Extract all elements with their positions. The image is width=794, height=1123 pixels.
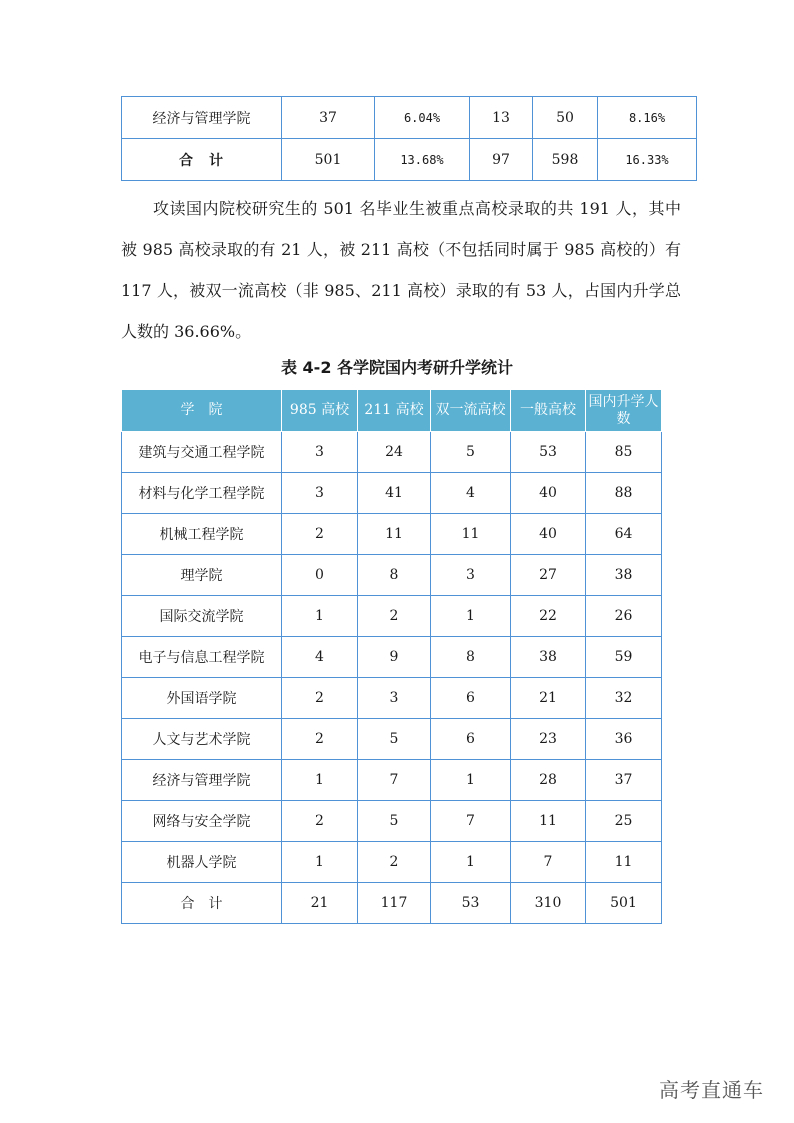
college-cell: 建筑与交通工程学院	[122, 432, 282, 473]
college-cell: 机械工程学院	[122, 514, 282, 555]
value-cell: 21	[511, 678, 586, 719]
value-cell: 1	[282, 760, 358, 801]
college-cell: 理学院	[122, 555, 282, 596]
value-cell: 8	[358, 555, 431, 596]
college-cell: 材料与化学工程学院	[122, 473, 282, 514]
value-cell: 2	[282, 514, 358, 555]
value-cell: 501	[586, 883, 662, 924]
table-row	[122, 514, 662, 555]
value-cell: 53	[511, 432, 586, 473]
value-cell: 40	[511, 473, 586, 514]
value-cell: 41	[358, 473, 431, 514]
table-row	[122, 432, 662, 473]
table-row	[122, 637, 662, 678]
summary-paragraph: 攻读国内院校研究生的 501 名毕业生被重点高校录取的共 191 人，其中被 985 高校录取的有 21 人，被 211 高校（不包括同时属于 985 高校的）有 117 人，被双一流高校（非 985、211 高校）录取的有 53 人，占国内升学总人数的 36.66%。	[121, 199, 681, 341]
value-cell: 25	[586, 801, 662, 842]
column-header: 一般高校	[511, 390, 586, 432]
value-cell: 9	[358, 637, 431, 678]
value-cell: 11	[586, 842, 662, 883]
value-cell: 598	[533, 139, 598, 181]
graduate-admission-table	[121, 389, 662, 924]
value-cell: 501	[282, 139, 375, 181]
column-header: 学 院	[122, 390, 282, 432]
college-cell: 合 计	[122, 883, 282, 924]
table-row	[122, 801, 662, 842]
value-cell: 23	[511, 719, 586, 760]
value-cell: 16.33%	[598, 139, 697, 181]
college-cell: 网络与安全学院	[122, 801, 282, 842]
table-caption: 表 4-2 各学院国内考研升学统计	[280, 358, 514, 377]
value-cell: 2	[282, 801, 358, 842]
value-cell: 5	[431, 432, 511, 473]
column-header: 双一流高校	[431, 390, 511, 432]
college-cell: 国际交流学院	[122, 596, 282, 637]
value-cell: 2	[282, 719, 358, 760]
value-cell: 37	[586, 760, 662, 801]
value-cell: 24	[358, 432, 431, 473]
value-cell: 50	[533, 97, 598, 139]
value-cell: 8	[431, 637, 511, 678]
value-cell: 1	[431, 842, 511, 883]
table-row	[122, 596, 662, 637]
value-cell: 64	[586, 514, 662, 555]
value-cell: 117	[358, 883, 431, 924]
value-cell: 21	[282, 883, 358, 924]
value-cell: 7	[511, 842, 586, 883]
value-cell: 5	[358, 801, 431, 842]
value-cell: 26	[586, 596, 662, 637]
column-header: 211 高校	[358, 390, 431, 432]
header-row	[122, 390, 662, 432]
value-cell: 38	[586, 555, 662, 596]
value-cell: 8.16%	[598, 97, 697, 139]
college-cell: 经济与管理学院	[122, 97, 282, 139]
value-cell: 1	[431, 760, 511, 801]
value-cell: 22	[511, 596, 586, 637]
value-cell: 37	[282, 97, 375, 139]
value-cell: 2	[358, 842, 431, 883]
value-cell: 6	[431, 719, 511, 760]
table-row	[122, 555, 662, 596]
value-cell: 3	[282, 473, 358, 514]
value-cell: 27	[511, 555, 586, 596]
college-cell: 人文与艺术学院	[122, 719, 282, 760]
watermark: 高考直通车	[659, 1078, 764, 1102]
table-row	[122, 473, 662, 514]
college-cell: 电子与信息工程学院	[122, 637, 282, 678]
value-cell: 11	[511, 801, 586, 842]
value-cell: 7	[431, 801, 511, 842]
table-row	[122, 760, 662, 801]
value-cell: 2	[358, 596, 431, 637]
table-row	[122, 719, 662, 760]
college-cell: 外国语学院	[122, 678, 282, 719]
value-cell: 6.04%	[375, 97, 470, 139]
value-cell: 88	[586, 473, 662, 514]
value-cell: 36	[586, 719, 662, 760]
value-cell: 7	[358, 760, 431, 801]
column-header: 国内升学人数	[586, 390, 662, 432]
value-cell: 4	[431, 473, 511, 514]
value-cell: 11	[358, 514, 431, 555]
value-cell: 32	[586, 678, 662, 719]
value-cell: 1	[282, 596, 358, 637]
value-cell: 3	[431, 555, 511, 596]
college-cell: 机器人学院	[122, 842, 282, 883]
value-cell: 1	[282, 842, 358, 883]
value-cell: 0	[282, 555, 358, 596]
value-cell: 28	[511, 760, 586, 801]
value-cell: 11	[431, 514, 511, 555]
value-cell: 40	[511, 514, 586, 555]
value-cell: 97	[470, 139, 533, 181]
college-cell: 合 计	[122, 139, 282, 181]
table-row	[122, 678, 662, 719]
value-cell: 2	[282, 678, 358, 719]
value-cell: 5	[358, 719, 431, 760]
table-row	[122, 139, 697, 181]
value-cell: 3	[282, 432, 358, 473]
continued-table	[121, 96, 697, 181]
value-cell: 4	[282, 637, 358, 678]
value-cell: 1	[431, 596, 511, 637]
value-cell: 13.68%	[375, 139, 470, 181]
table-row	[122, 842, 662, 883]
table-row	[122, 97, 697, 139]
value-cell: 6	[431, 678, 511, 719]
value-cell: 310	[511, 883, 586, 924]
value-cell: 13	[470, 97, 533, 139]
value-cell: 3	[358, 678, 431, 719]
value-cell: 85	[586, 432, 662, 473]
value-cell: 59	[586, 637, 662, 678]
college-cell: 经济与管理学院	[122, 760, 282, 801]
value-cell: 53	[431, 883, 511, 924]
column-header: 985 高校	[282, 390, 358, 432]
value-cell: 38	[511, 637, 586, 678]
total-row	[122, 883, 662, 924]
